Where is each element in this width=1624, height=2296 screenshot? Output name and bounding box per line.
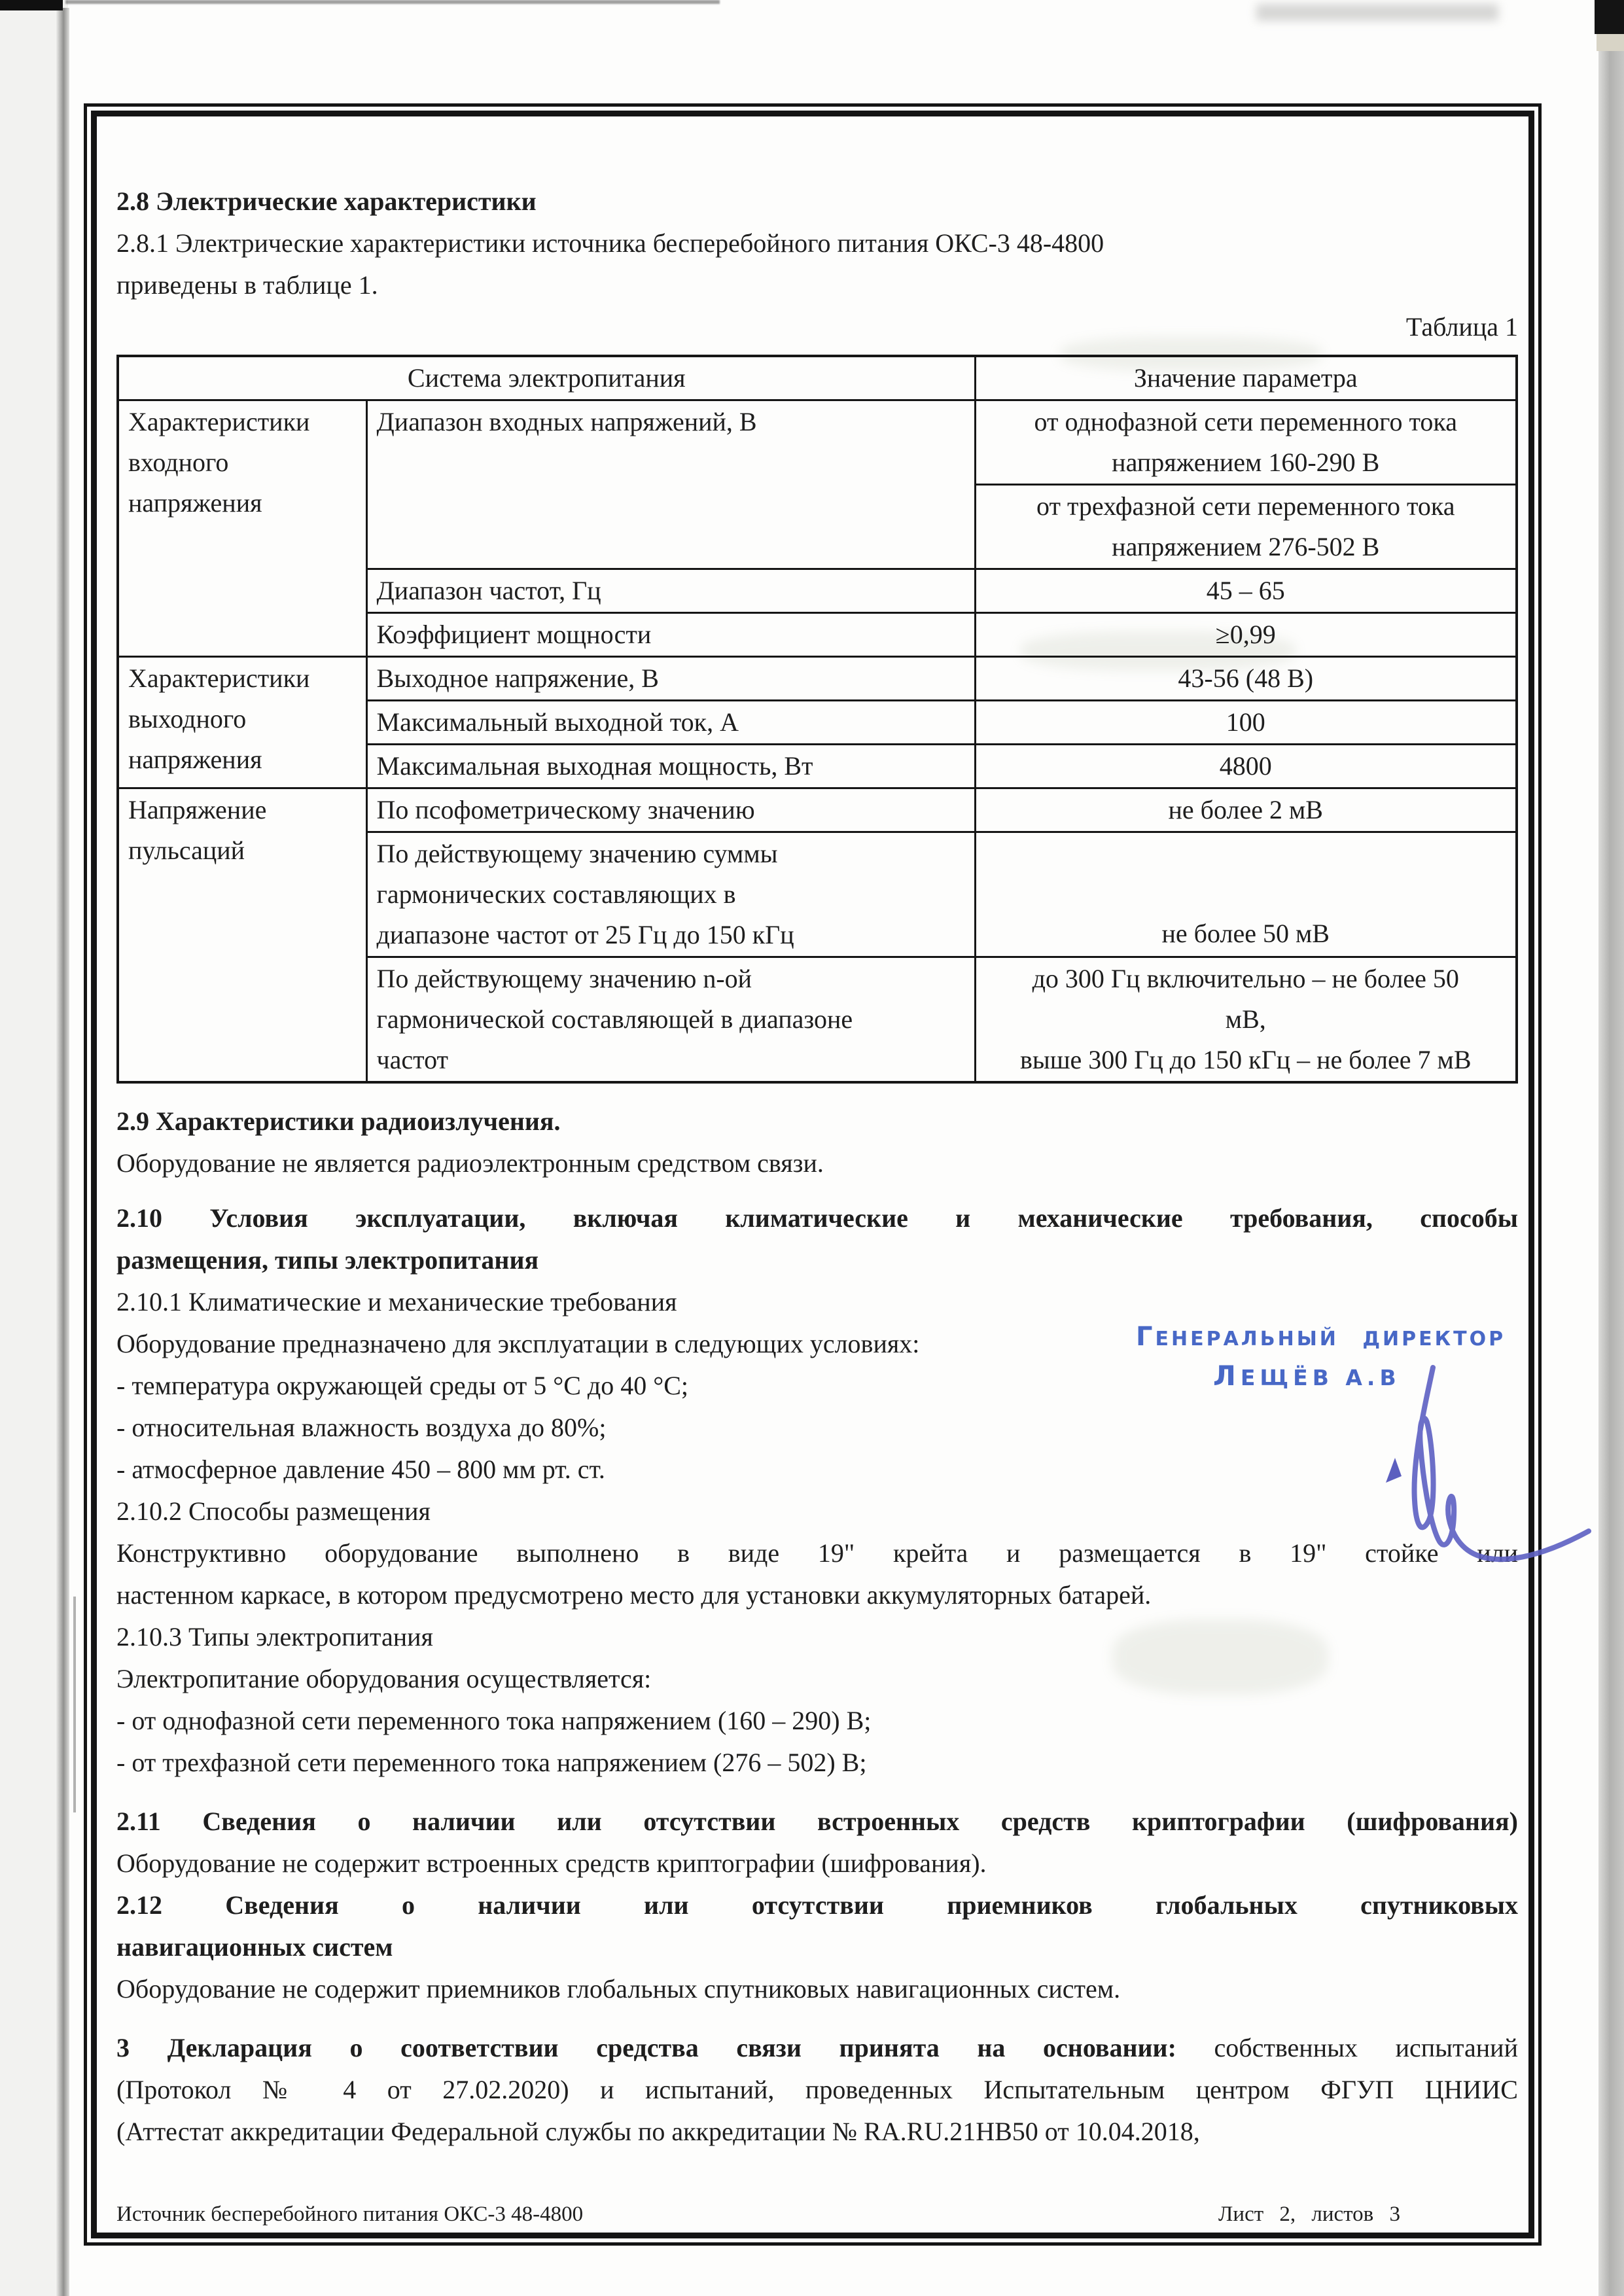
section-2-10-1-text: Оборудование предназначено для эксплуатации в следующих условиях: (116, 1329, 920, 1358)
table-row (118, 788, 1517, 832)
cell-category-output: Характеристики выходного напряжения (118, 657, 366, 788)
cell-value-input-range-1: от однофазной сети переменного тока напряжением 160-290 В (975, 400, 1517, 485)
cell-param-harmonic-n (366, 957, 975, 1083)
cell-param-frequency: Диапазон частот, Гц (366, 569, 975, 613)
cell-param-input-range: Диапазон входных напряжений, В (366, 400, 975, 569)
section-2-10-title-line1: 2.10 Условия эксплуатации, включая климатические и механические требования, способы (116, 1203, 1518, 1233)
cell-value-harmonic-sum: не более 50 мВ (975, 832, 1517, 957)
footer-sheet-number: Лист 2, листов 3 (1218, 2202, 1400, 2226)
cell-value-input-range-2: от трехфазной сети переменного тока напряжением 276-502 В (975, 485, 1517, 569)
section-3-lead: 3 Декларация о соответствии средства связи принята на основании: (116, 2033, 1176, 2062)
cell-value-power-factor: ≥0,99 (975, 613, 1517, 657)
stamp-title: ГЕНЕРАЛЬНЫЙ ДИРЕКТОР (1136, 1322, 1506, 1352)
section-2-10-3-title: 2.10.3 Типы электропитания (116, 1622, 433, 1651)
footer-document-title: Источник бесперебойного питания ОКС-3 48-4800 (116, 2202, 584, 2226)
stamp-name: ЛЕЩЁВ А.В (1213, 1360, 1401, 1392)
cell-value-psophometric: не более 2 мВ (975, 788, 1517, 832)
section-2-12-title-line1: 2.12 Сведения о наличии или отсутствии приемников глобальных спутниковых (116, 1890, 1518, 1920)
section-2-12-title (116, 1884, 1518, 1968)
cell-value-max-power: 4800 (975, 745, 1517, 788)
section-2-9-title: 2.9 Характеристики радиоизлучения. (116, 1106, 561, 1136)
section-3-line1 (116, 2027, 1518, 2069)
table-row (118, 400, 1517, 485)
section-2-9-text: Оборудование не является радиоэлектронным средством связи. (116, 1148, 824, 1178)
signature-path (1415, 1368, 1589, 1559)
section-2-8-1-line1: 2.8.1 Электрические характеристики источника бесперебойного питания ОКС-3 48-4800 (116, 228, 1104, 258)
section-2-10-2-line1: Конструктивно оборудование выполнено в виде 19" крейта и размещается в 19" стойке или (116, 1538, 1518, 1568)
section-3-declaration (116, 2027, 1518, 2153)
section-2-10-title (116, 1197, 1518, 1281)
cell-category-input: Характеристики входного напряжения (118, 400, 366, 657)
condition-humidity: - относительная влажность воздуха до 80%; (116, 1413, 607, 1442)
page-content (97, 116, 1528, 2233)
section-2-11-text: Оборудование не содержит встроенных средств криптографии (шифрования). (116, 1848, 987, 1878)
cell-value-harmonic-n (975, 957, 1517, 1083)
cell-value-max-current: 100 (975, 701, 1517, 745)
cell-param-psophometric: По псофометрическому значению (366, 788, 975, 832)
cell-value-output-voltage: 43-56 (48 В) (975, 657, 1517, 701)
section-2-10-1-title: 2.10.1 Климатические и механические требования (116, 1287, 677, 1316)
section-2-11-title: 2.11 Сведения о наличии или отсутствии встроенных средств криптографии (шифрования) (116, 1807, 1518, 1836)
cell-value-harmonic-n-line2: выше 300 Гц до 150 кГц – не более 7 мВ (1019, 1045, 1472, 1074)
cell-value-frequency: 45 – 65 (975, 569, 1517, 613)
table-electrical-characteristics (116, 355, 1518, 1084)
section-2-10-2-line2: настенном каркасе, в котором предусмотрено место для установки аккумуляторных батарей. (116, 1580, 1152, 1610)
cell-param-max-current: Максимальный выходной ток, А (366, 701, 975, 745)
scan-top-smear (65, 0, 720, 4)
page-footer (116, 2201, 1518, 2227)
section-2-12-text: Оборудование не содержит приемников глобальных спутниковых навигационных систем. (116, 1974, 1121, 2004)
section-2-10-2-title: 2.10.2 Способы размещения (116, 1496, 431, 1526)
director-signature (1335, 1360, 1597, 1595)
scan-left-page-edge (56, 8, 69, 2296)
section-2-8-title: 2.8 Электрические характеристики (116, 186, 537, 216)
cell-param-power-factor: Коэффициент мощности (366, 613, 975, 657)
condition-temperature: - температура окружающей среды от 5 °С до 40 °С; (116, 1371, 689, 1400)
scan-top-smudge (1256, 4, 1498, 21)
cell-param-harmonic-sum-text: По действующему значению суммы гармонических составляющих в диапазоне частот от 25 Гц до 150 кГц (376, 839, 794, 949)
scan-top-left-mark (0, 0, 63, 10)
cell-param-harmonic-sum (366, 832, 975, 957)
signature-arrow (1386, 1458, 1402, 1483)
section-3-rest: собственных испытаний (1214, 2033, 1518, 2062)
power-option-single-phase: - от однофазной сети переменного тока напряжением (160 – 290) В; (116, 1706, 872, 1735)
header-system: Система электропитания (118, 356, 975, 400)
section-2-8-1-line2: приведены в таблице 1. (116, 270, 378, 300)
page-border-frame (84, 103, 1542, 2246)
cell-value-harmonic-n-line1: до 300 Гц включительно – не более 50 мВ, (1032, 964, 1459, 1034)
page-border-frame-inner (91, 111, 1534, 2238)
scan-margin-line (73, 1597, 76, 1812)
section-3-line2: (Протокол № 4 от 27.02.2020) и испытаний, проведенных Испытательным центром ФГУП ЦНИИС (116, 2075, 1518, 2104)
header-value: Значение параметра (975, 356, 1517, 400)
table-row (118, 657, 1517, 701)
section-2-10-title-line2: размещения, типы электропитания (116, 1245, 539, 1275)
scan-top-right-tape (1597, 34, 1624, 51)
table-caption: Таблица 1 (1405, 312, 1518, 342)
cell-param-harmonic-n-text: По действующему значению n-ой гармонической составляющей в диапазоне частот (376, 964, 853, 1074)
section-3-line3: (Аттестат аккредитации Федеральной службы по аккредитации № RA.RU.21НВ50 от 10.04.2018, (116, 2117, 1200, 2146)
cell-category-ripple: Напряжение пульсаций (118, 788, 366, 1083)
table-header-row (118, 356, 1517, 400)
cell-param-output-voltage: Выходное напряжение, В (366, 657, 975, 701)
scan-top-right-mark (1595, 0, 1624, 34)
condition-pressure: - атмосферное давление 450 – 800 мм рт. ст. (116, 1455, 605, 1484)
cell-param-max-power: Максимальная выходная мощность, Вт (366, 745, 975, 788)
section-2-10-3-text: Электропитание оборудования осуществляется: (116, 1664, 652, 1693)
section-2-10-2-text (116, 1532, 1518, 1616)
scan-right-page-edge (1598, 0, 1624, 2296)
section-2-8-1-text (116, 222, 1518, 306)
power-option-three-phase: - от трехфазной сети переменного тока напряжением (276 – 502) В; (116, 1748, 867, 1777)
section-2-12-title-line2: навигационных систем (116, 1932, 393, 1962)
